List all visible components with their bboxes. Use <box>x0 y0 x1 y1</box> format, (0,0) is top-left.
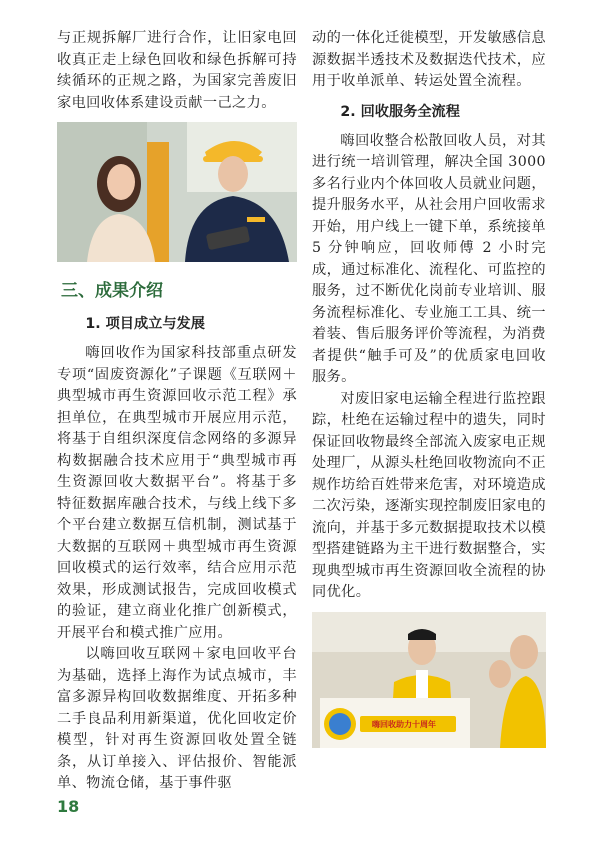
photo-customer-and-technician <box>57 122 297 262</box>
paragraph: 动的一体化迁徙模型，开发敏感信息源数据半透技术及数据迭代技术，应用于收单派单、转运处置全流程。 <box>312 30 546 89</box>
left-column <box>57 28 297 795</box>
sub-title: 1. 项目成立与发展 <box>85 316 205 332</box>
section-title: 三、成果介绍 <box>61 281 163 301</box>
banner-text: 嗨回收助力十周年 <box>372 719 436 729</box>
paragraph: 嗨回收作为国家科技部重点研发专项“固废资源化”子课题《互联网＋典型城市再生资源回收示范工程》承担单位，在典型城市开展应用示范，将基于自组织深度信念网络的多源异构数据融合技术应用于“典型城市再生资源回收大数据平台”。将基于多特征数据库融合技术，与线上线下多个平台建立数据互信机制，测试基于大数据的互联网＋典型城市再生资源回收模式的运行效率，结合应用示范效果，形成测试报告，完成回收模式的验证，建立商业化推广创新模式，开展平台和模式推广应用。 <box>57 345 297 641</box>
paragraph: 以嗨回收互联网＋家电回收平台为基础，选择上海作为试点城市，丰富多源异构回收数据维度、开拓多种二手良品利用新渠道，优化回收定价模型，针对再生资源回收处置全链条，从订单接入、评估报价、智能派单、物流仓储，基于事件驱 <box>57 646 297 791</box>
paragraph: 嗨回收整合松散回收人员，对其进行统一培训管理，解决全国 3000 多名行业内个体回收人员就业问题，提升服务水平，从社会用户回收需求开始，用户线上一键下单，系统接单 5 分钟响应，回收师傅 2 小时完成，通过标准化、流程化、可监控的服务，过不断优化岗前专业培训、服务流程标准化、专业施工工具、统一着装、售后服务评价等流程，为消费者提供“触手可及”的优质家电回收服务。 <box>312 132 546 385</box>
sub-title: 2. 回收服务全流程 <box>340 103 460 120</box>
right-column <box>312 28 546 748</box>
photo-speaker-at-podium <box>312 612 546 748</box>
page-number: 18 <box>57 797 80 816</box>
paragraph: 与正规拆解厂进行合作，让旧家电回收真正走上绿色回收和绿色拆解可持续循环的正规之路，为国家完善废旧家电回收体系建设贡献一己之力。 <box>57 30 297 111</box>
paragraph: 对废旧家电运输全程进行监控跟踪，杜绝在运输过程中的遗失，同时保证回收物最终全部流入废家电正规处理厂，从源头杜绝回收物流向不正规作坊给百姓带来危害，对环境造成二次污染，逐渐实现控制废旧家电的流向，并基于多元数据提取技术以模型搭建链路为主干进行数据整合，实现典型城市再生资源回收全流程的协同优化。 <box>312 390 546 600</box>
photo-illustration <box>57 122 297 262</box>
